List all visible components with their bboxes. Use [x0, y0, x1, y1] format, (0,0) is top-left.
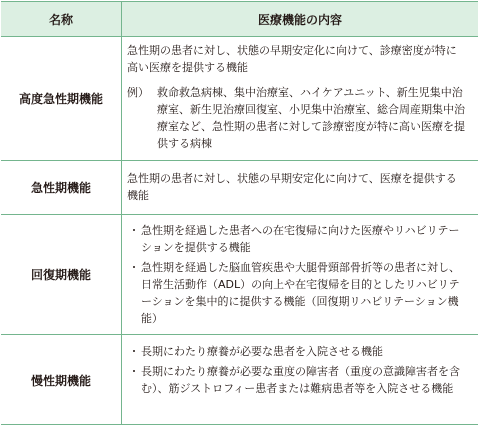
list-item-text: 長期にわたり療養が必要な重度の障害者（重度の意識障害者を含む）、筋ジストロフィー患者または難病患者等を入院させる機能 — [141, 365, 460, 395]
example-label: 例） — [127, 86, 149, 99]
row-content-cell — [127, 42, 466, 152]
header-content-cell: 医療機能の内容 — [257, 12, 342, 27]
table-row — [1, 335, 478, 425]
row-description: 急性期の患者に対し、状態の早期安定化に向けて、診療密度が特に高い医療を提供する機能 — [127, 44, 457, 74]
list-item — [127, 222, 466, 256]
table-row — [1, 37, 478, 160]
list-item-text: 急性期を経過した患者への在宅復帰に向けた医療やリハビリテーションを提供する機能 — [141, 224, 460, 254]
list-item — [127, 259, 466, 327]
row-name-cell: 高度急性期機能 — [18, 92, 103, 106]
column-divider — [121, 215, 122, 334]
medical-function-table — [1, 1, 478, 425]
list-item — [127, 343, 466, 360]
column-divider — [121, 161, 122, 214]
header-name-cell: 名称 — [48, 12, 73, 27]
row-content-cell — [127, 170, 466, 204]
row-content-cell — [127, 343, 466, 397]
column-divider — [121, 335, 122, 425]
row-content-cell — [127, 222, 466, 327]
list-item — [127, 363, 466, 397]
table-row — [1, 215, 478, 334]
row-name-cell: 回復期機能 — [30, 268, 91, 282]
example-text: 救命救急病棟、集中治療室、ハイケアユニット、新生児集中治療室、新生児治療回復室、小児集中治療室、総合周産期集中治療室など、急性期の患者に対して診療密度が特に高い医療を提供する病棟 — [157, 86, 465, 150]
table-header-row — [1, 2, 478, 36]
list-item-text: 長期にわたり療養が必要な患者を入院させる機能 — [141, 345, 383, 358]
row-example — [127, 84, 466, 152]
row-description: 急性期の患者に対し、状態の早期安定化に向けて、医療を提供する機能 — [127, 172, 457, 202]
bullet-marker: ・ — [128, 365, 140, 378]
bullet-marker: ・ — [128, 224, 140, 237]
row-name-cell: 急性期機能 — [30, 181, 91, 195]
column-divider — [121, 37, 122, 160]
bullet-marker: ・ — [128, 345, 140, 358]
table-row — [1, 161, 478, 214]
row-name-cell: 慢性期機能 — [30, 373, 91, 388]
list-item-text: 急性期を経過した脳血管疾患や大腿骨頸部骨折等の患者に対し、日常生活動作（ADL）の向上や在宅復帰を目的としたリハビリテーションを集中的に提供する機能（回復期リハビリテーション機能） — [141, 261, 460, 325]
bullet-marker: ・ — [128, 261, 140, 274]
